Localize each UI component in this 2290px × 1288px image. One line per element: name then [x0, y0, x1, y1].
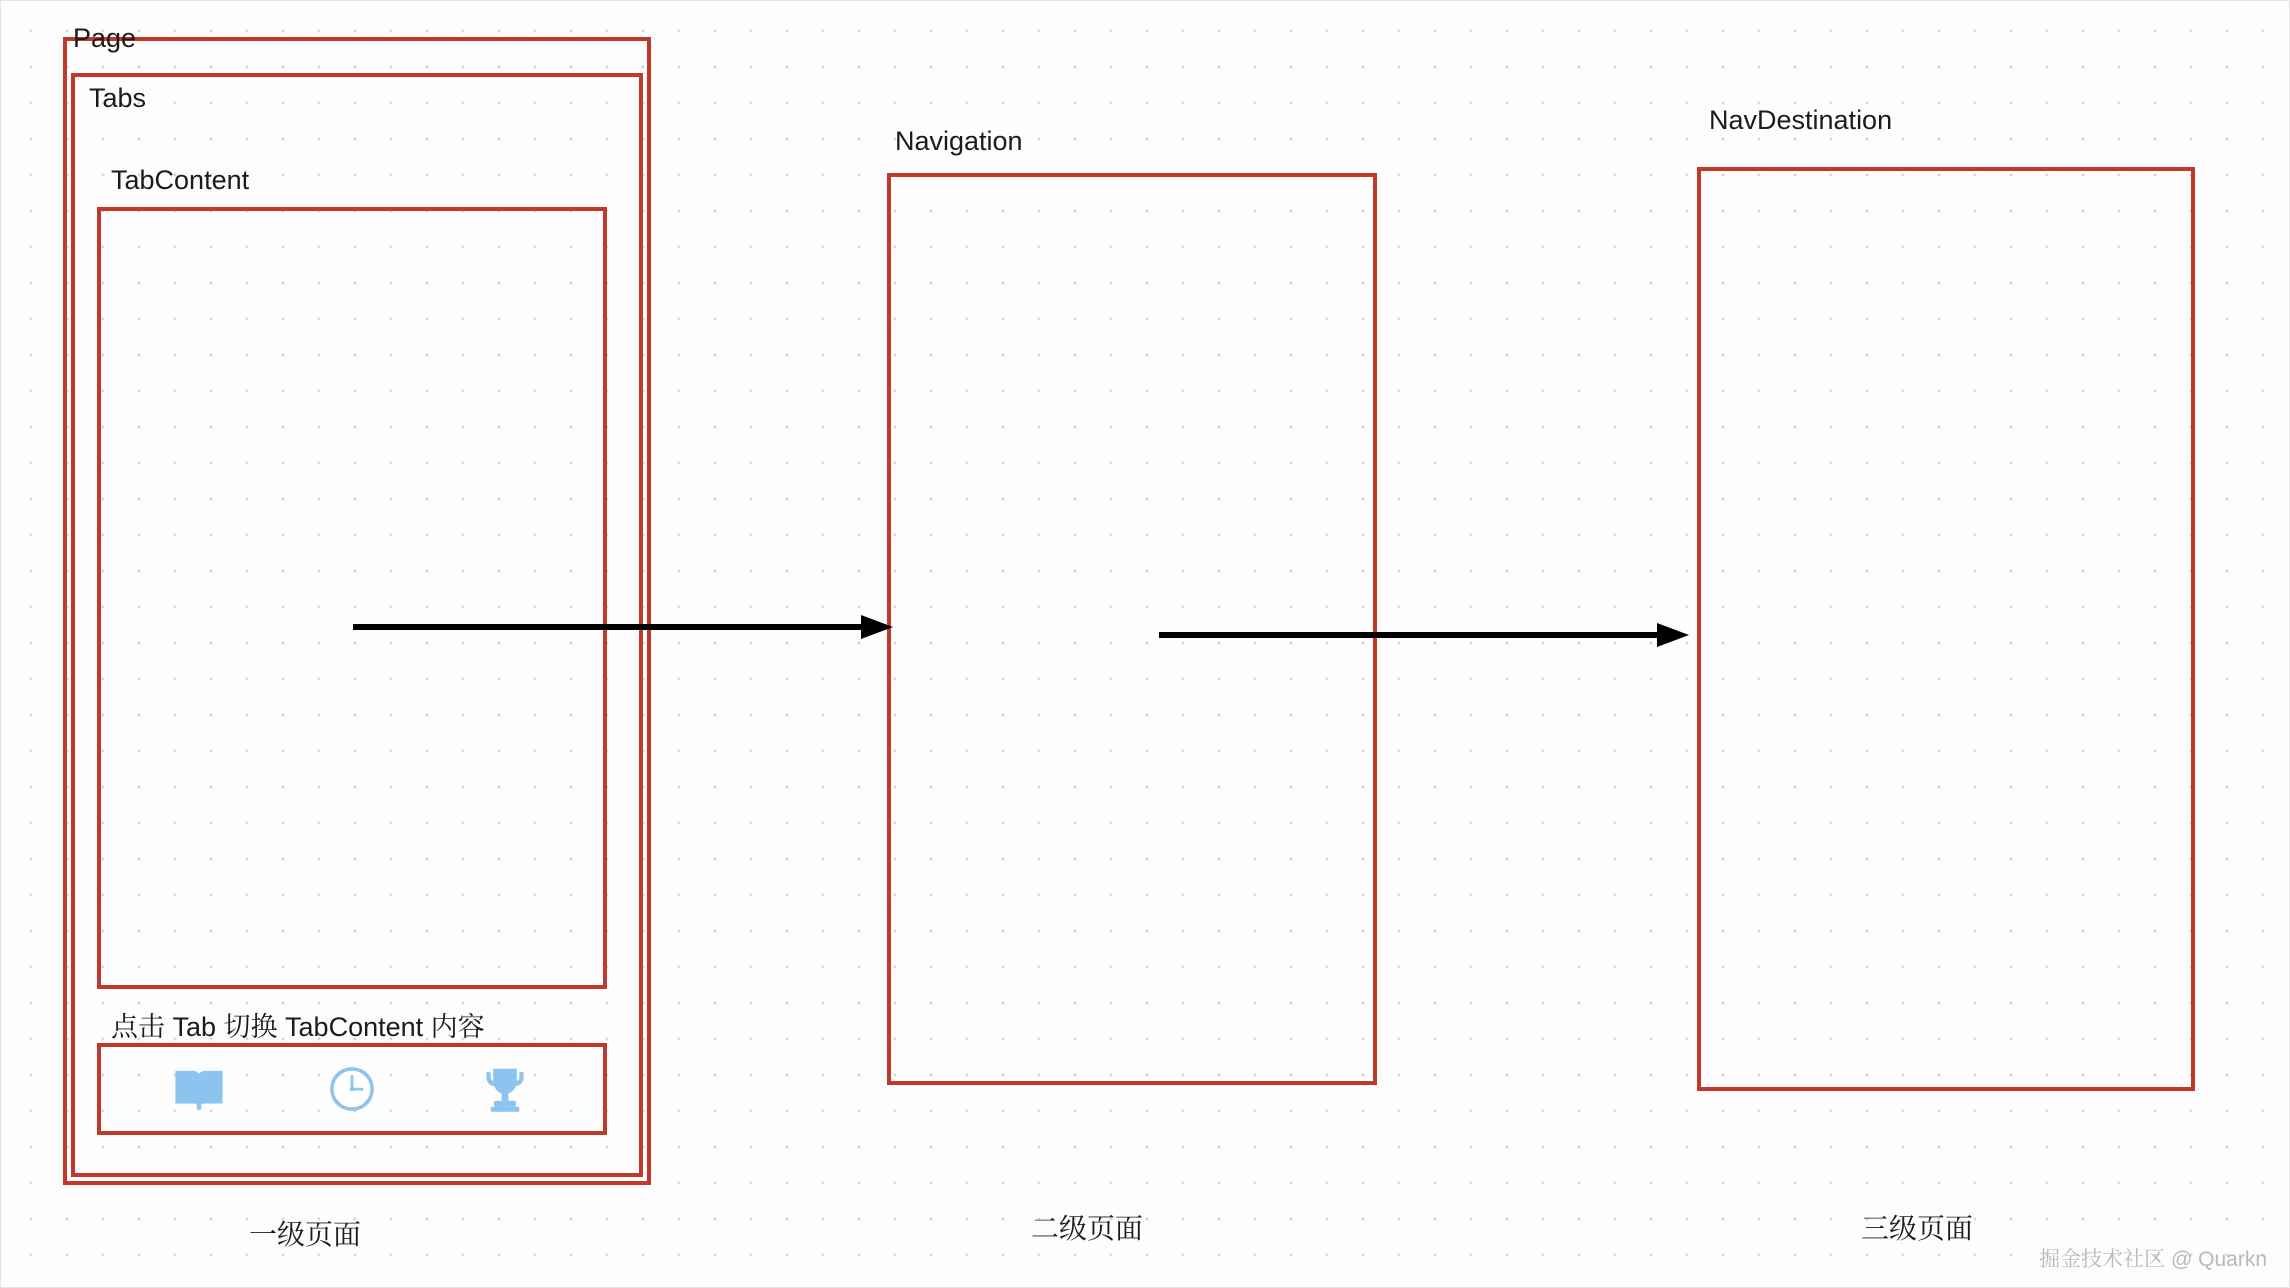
caption-level-3: 三级页面 — [1861, 1213, 1974, 1244]
arrow-tabcontent-to-navigation — [353, 615, 893, 639]
tabs-label: Tabs — [89, 83, 147, 113]
caption-level-1: 一级页面 — [249, 1219, 362, 1250]
page-label: Page — [73, 23, 137, 53]
navigation-label: Navigation — [895, 126, 1023, 156]
tab-bar — [97, 1043, 607, 1135]
tabcontent-label: TabContent — [111, 165, 250, 195]
watermark-text: 掘金技术社区 @ Quarkn — [2039, 1248, 2267, 1271]
caption-level-2: 二级页面 — [1031, 1213, 1144, 1244]
clock-icon[interactable] — [323, 1060, 381, 1118]
tabcontent-container-box — [97, 207, 607, 989]
trophy-icon[interactable] — [476, 1060, 534, 1118]
arrow-navigation-to-navdestination — [1159, 623, 1689, 647]
navdestination-label: NavDestination — [1709, 105, 1893, 135]
tab-switch-hint-text: 点击 Tab 切换 TabContent 内容 — [111, 1012, 485, 1042]
book-icon[interactable] — [170, 1060, 228, 1118]
navdestination-container-box — [1697, 167, 2195, 1091]
